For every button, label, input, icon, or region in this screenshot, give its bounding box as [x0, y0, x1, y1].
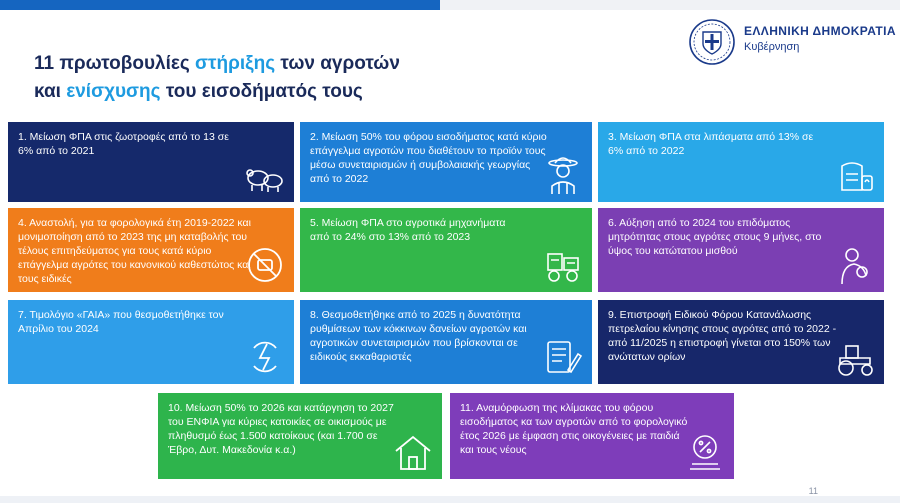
bottom-bar	[0, 496, 900, 503]
initiative-card-10	[158, 393, 442, 479]
initiative-card-5	[300, 208, 592, 292]
top-bar	[0, 0, 900, 10]
initiative-card-8	[300, 300, 592, 384]
card-text: 5. Μείωση ΦΠΑ στο αγροτικά μηχανήματα από το 24% στο 13% από το 2023	[310, 217, 506, 243]
card-text: 6. Αύξηση από το 2024 του επιδόματος μητρότητας στους αγρότες στους 9 μήνες, στο ύψος του κατώτατου μισθού	[608, 217, 822, 257]
title-highlight: στήριξης	[195, 53, 276, 74]
initiative-card-6	[598, 208, 884, 292]
org-title: ΕΛΛΗΝΙΚΗ ΔΗΜΟΚΡΑΤΙΑ	[744, 24, 896, 38]
initiative-card-1	[8, 122, 294, 202]
card-text: 7. Τιμολόγιο «ΓΑΙΑ» που θεσμοθετήθηκε τον Απρίλιο του 2024	[18, 309, 224, 335]
page-title	[34, 50, 400, 106]
card-text: 10. Μείωση 50% το 2026 και κατάργηση το 2027 του ΕΝΦΙΑ για κύριες κατοικίες σε οικισμούς με πληθυσμό έως 1.500 κατοίκους (και 1.700 σε Έβρο, Δυτ. Μακεδονία κ.α.)	[168, 402, 394, 456]
initiative-card-11	[450, 393, 734, 479]
card-text: 4. Αναστολή, για τα φορολογικά έτη 2019-2022 και μονιμοποίηση από το 2023 της μη καταβολής του τέλους επιτηδεύματος για τους κατά κύριο επάγγελμα αγρότες του κανονικού καθεστώτος και τους ειδικές	[18, 217, 251, 285]
initiative-card-7	[8, 300, 294, 384]
card-text: 2. Μείωση 50% του φόρου εισοδήματος κατά κύριο επάγγελμα αγροτών που διαθέτουν το προϊόν τους μέσω συνεταιρισμών ή συμβολαιακής γεωργίας από το 2022	[310, 131, 547, 185]
card-text: 3. Μείωση ΦΠΑ στα λιπάσματα από 13% σε 6% από το 2022	[608, 131, 814, 157]
title-part: του εισοδήματός τους	[160, 81, 363, 102]
title-part: και	[34, 81, 67, 102]
electricity-icon	[244, 336, 286, 378]
house-icon	[392, 431, 434, 473]
initiative-card-3	[598, 122, 884, 202]
initiative-card-9	[598, 300, 884, 384]
animals-icon	[244, 154, 286, 196]
title-part: των αγροτών	[275, 53, 400, 74]
machinery-icon	[542, 244, 584, 286]
greek-coat-of-arms-logo	[688, 18, 736, 66]
document-sign-icon	[542, 336, 584, 378]
initiative-card-4	[8, 208, 294, 292]
initiative-card-2	[300, 122, 592, 202]
org-subtitle: Κυβέρνηση	[744, 41, 800, 53]
title-part: 11 πρωτοβουλίες	[34, 53, 196, 74]
card-text: 9. Επιστροφή Ειδικού Φόρου Κατανάλωσης πετρελαίου κίνησης στους αγρότες από το 2022 - από 11/2025 η επιστροφή γίνεται στο 150% των ανώτατων ορίων	[608, 309, 837, 363]
top-bar-accent	[0, 0, 440, 10]
title-highlight: ενίσχυσης	[66, 81, 161, 102]
org-block	[744, 24, 896, 53]
tax-percent-icon	[684, 431, 726, 473]
card-text: 8. Θεσμοθετήθηκε από το 2025 η δυνατότητα ρυθμίσεων των κόκκινων δανείων αγροτών και αγροτικών συνεταιρισμών που βρίσκονται σε ειδικούς εκκαθαριστές	[310, 309, 527, 363]
mother-icon	[834, 244, 876, 286]
page-number: 11	[808, 486, 818, 496]
card-text: 1. Μείωση ΦΠΑ στις ζωοτροφές από το 13 σε 6% από το 2021	[18, 131, 229, 157]
card-text: 11. Αναμόρφωση της κλίμακας του φόρου εισοδήματος κα των αγροτών από το φορολογικό έτος 2026 με έμφαση στις οικογένειες με παιδιά και τους νέους	[460, 402, 688, 456]
fertilizer-icon	[834, 154, 876, 196]
